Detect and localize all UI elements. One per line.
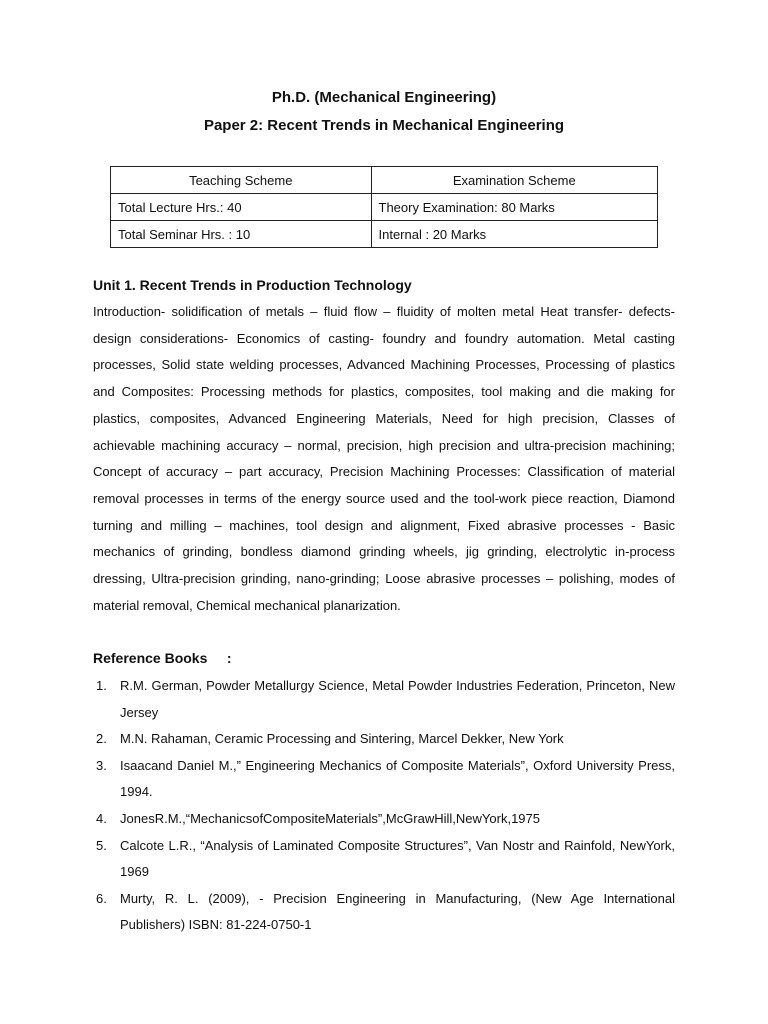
list-item-number: 6.	[96, 890, 107, 906]
list-item	[93, 886, 675, 939]
unit-body-paragraph: Introduction- solidification of metals – fluid flow – fluidity of molten metal Heat transfer- defects- design considerations- Economics of casting- foundry and foundry automation. Metal casting processes, Solid state welding processes, Advanced Machining Processes, Processing of plastics and Composites: Processing methods for plastics, composites, tool making and die making for plastics, composites, Advanced Engineering Materials, Need for high precision, Classes of achievable machining accuracy – normal, precision, high precision and ultra-precision machining; Concept of accuracy – part accuracy, Precision Machining Processes: Classification of material removal processes in terms of the energy source used and the tool-work piece reaction, Diamond turning and milling – machines, tool design and alignment, Fixed abrasive processes - Basic mechanics of grinding, bondless diamond grinding wheels, jig grinding, electrolytic in-process dressing, Ultra-precision grinding, nano-grinding; Loose abrasive processes – polishing, modes of material removal, Chemical mechanical planarization.	[93, 304, 675, 613]
list-item-text: Murty, R. L. (2009), - Precision Engineering in Manufacturing, (New Age International Publishers) ISBN: 81-224-0750-1	[120, 890, 675, 933]
list-item	[93, 726, 675, 753]
list-item-text: Isaacand Daniel M.,” Engineering Mechanics of Composite Materials”, Oxford University Press, 1994.	[120, 757, 675, 800]
list-item-number: 5.	[96, 837, 107, 853]
list-item-text: JonesR.M.,“MechanicsofCompositeMaterials”,McGrawHill,NewYork,1975	[120, 810, 540, 826]
list-item-number: 1.	[96, 678, 107, 693]
list-item	[93, 833, 675, 886]
list-item-number: 2.	[96, 731, 107, 747]
table-row	[111, 194, 658, 221]
paper-title: Paper 2: Recent Trends in Mechanical Engineering	[203, 117, 565, 134]
teaching-scheme-header: Teaching Scheme	[111, 167, 372, 194]
table-cell: Internal : 20 Marks	[371, 221, 658, 248]
table-cell: Total Seminar Hrs. : 10	[111, 221, 372, 248]
list-item	[93, 753, 675, 806]
list-item	[93, 806, 675, 833]
reference-books-heading: Reference Books :	[93, 650, 232, 666]
list-item-number: 3.	[96, 757, 107, 773]
table-cell: Theory Examination: 80 Marks	[371, 194, 658, 221]
list-item	[93, 673, 675, 726]
list-item-text: M.N. Rahaman, Ceramic Processing and Sintering, Marcel Dekker, New York	[120, 731, 564, 747]
table-header-row	[111, 167, 658, 194]
unit-heading: Unit 1. Recent Trends in Production Technology	[93, 277, 412, 293]
table-cell: Total Lecture Hrs.: 40	[111, 194, 372, 221]
reference-list	[93, 673, 675, 939]
examination-scheme-header: Examination Scheme	[371, 167, 658, 194]
scheme-table	[110, 166, 658, 248]
table-row	[111, 221, 658, 248]
list-item-text: Calcote L.R., “Analysis of Laminated Composite Structures”, Van Nostr and Rainfold, NewYork, 1969	[120, 837, 675, 880]
document-title: Ph.D. (Mechanical Engineering)	[271, 89, 497, 106]
list-item-number: 4.	[96, 810, 107, 826]
list-item-text: R.M. German, Powder Metallurgy Science, Metal Powder Industries Federation, Princeton, New Jersey	[120, 678, 675, 720]
